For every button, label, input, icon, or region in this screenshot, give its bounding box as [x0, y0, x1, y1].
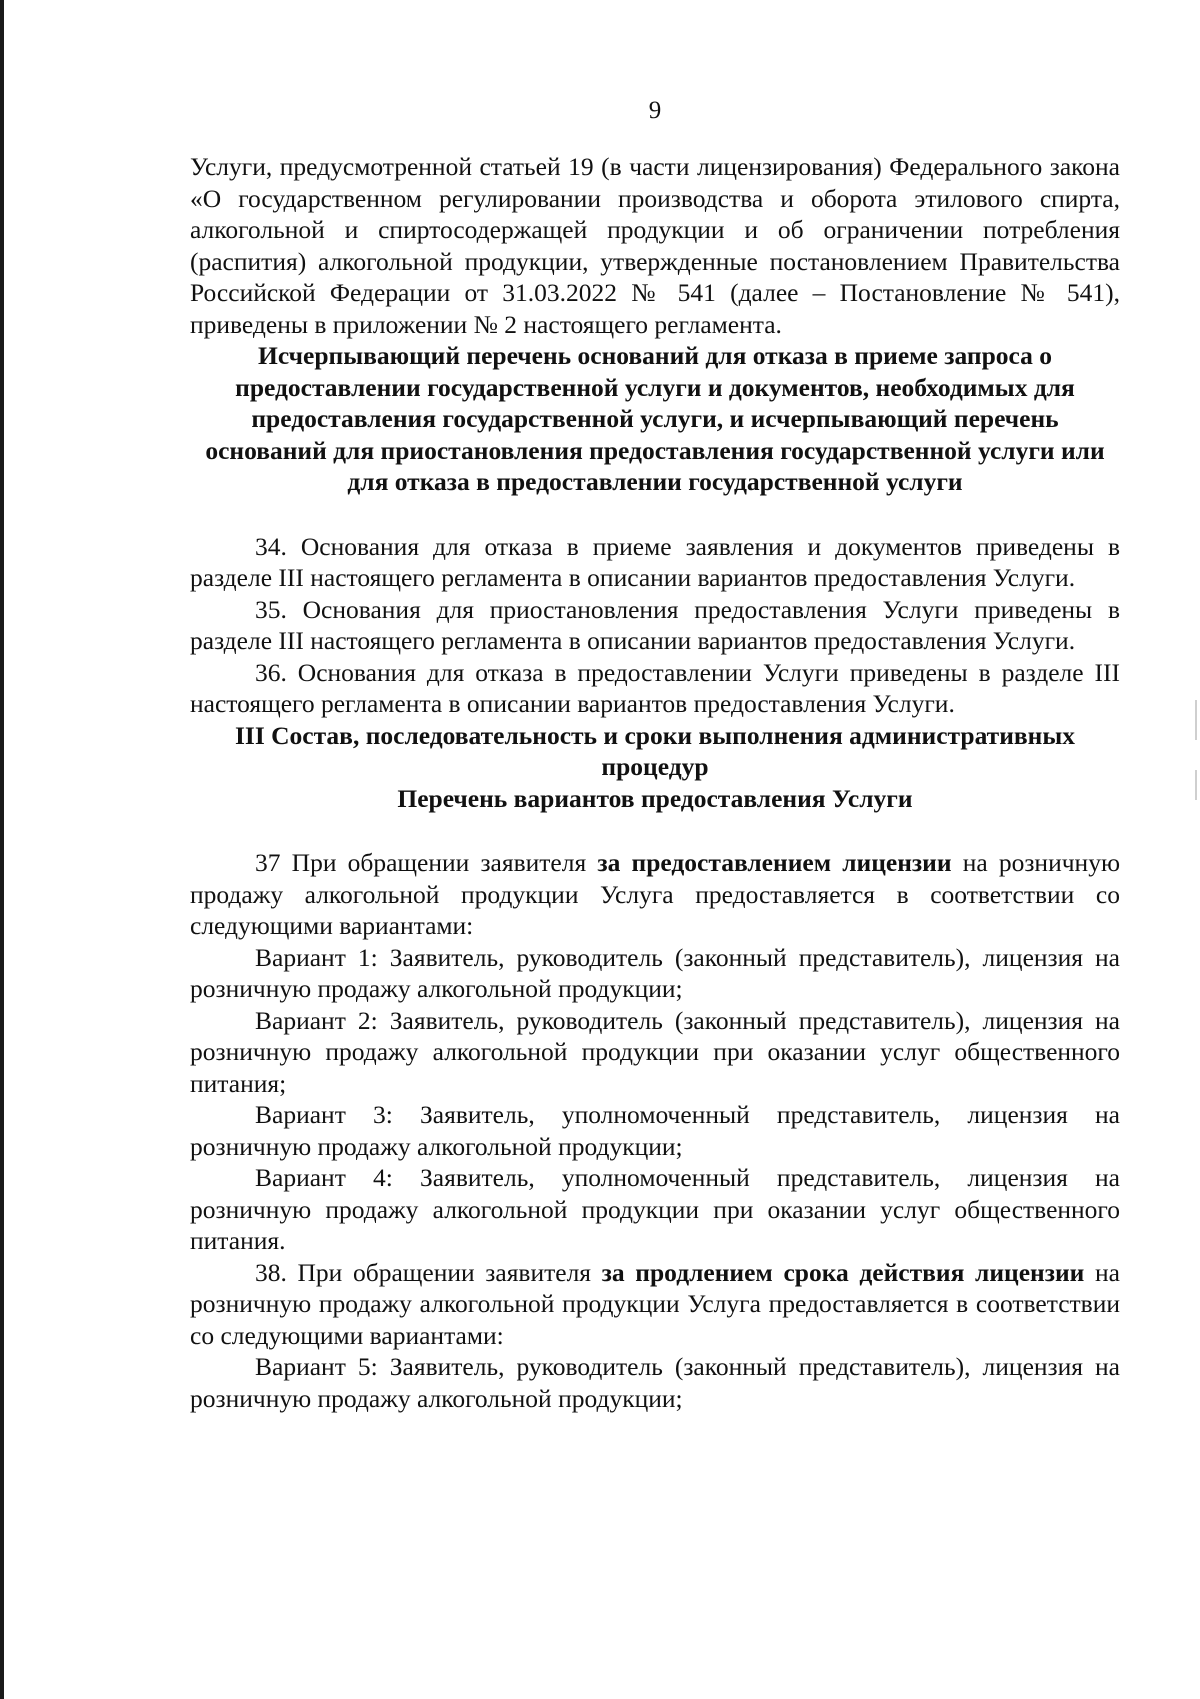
document-body	[190, 151, 1120, 1414]
paragraph-38-text: 38. При обращении заявителя	[255, 1257, 602, 1287]
paragraph-37-emphasis: за предоставлением лицензии	[597, 848, 952, 877]
paragraph-38	[190, 1257, 1120, 1352]
scan-artifact	[1195, 700, 1197, 740]
variant-5: Вариант 5: Заявитель, руководитель (законный представитель), лицензия на розничную продажу алкогольной продукции;	[190, 1352, 1120, 1413]
paragraph-37-text: 37 При обращении заявителя	[255, 848, 598, 877]
paragraph-38-text-end: на розничную продажу алкогольной продукции Услуга предоставляется в соответствии со следующими вариантами:	[190, 1257, 1120, 1350]
paragraph-36: 36. Основания для отказа в предоставлении Услуги приведены в разделе III настоящего регламента в описании вариантов предоставления Услуги.	[190, 657, 1120, 718]
page-number: 9	[648, 97, 662, 124]
paragraph-34: 34. Основания для отказа в приеме заявления и документов приведены в разделе III настоящего регламента в описании вариантов предоставления Услуги.	[190, 531, 1120, 592]
heading-section-3: III Состав, последовательность и сроки выполнения административных процедур	[234, 720, 1076, 781]
variant-4: Вариант 4: Заявитель, уполномоченный представитель, лицензия на розничную продажу алкогольной продукции при оказании услуг общественного питания.	[190, 1163, 1120, 1255]
variant-2: Вариант 2: Заявитель, руководитель (законный представитель), лицензия на розничную продажу алкогольной продукции при оказании услуг общественного питания;	[190, 1005, 1120, 1098]
variant-1: Вариант 1: Заявитель, руководитель (законный представитель), лицензия на розничную продажу алкогольной продукции;	[190, 942, 1120, 1003]
paragraph-35: 35. Основания для приостановления предоставления Услуги приведены в разделе III настоящего регламента в описании вариантов предоставления Услуги.	[190, 594, 1120, 655]
paragraph-38-emphasis: за продлением срока действия лицензии	[601, 1257, 1085, 1287]
intro-paragraph: Услуги, предусмотренной статьей 19 (в части лицензирования) Федерального закона «О государственном регулировании производства и оборота этилового спирта, алкогольной и спиртосодержащей продукции и об ограничении потребления (распития) алкогольной продукции, утвержденные постановлением Правительства Российской Федерации от 31.03.2022 № 541 (далее – Постановление № 541), приведены в приложении № 2 настоящего регламента.	[190, 152, 1120, 339]
heading-variants-list: Перечень вариантов предоставления Услуги	[397, 783, 913, 813]
scan-left-edge	[0, 0, 4, 1699]
paragraph-37	[190, 847, 1120, 942]
scan-artifact	[1195, 770, 1197, 800]
paragraph-37-text-end: на розничную продажу алкогольной продукции Услуга предоставляется в соответствии со следующими вариантами:	[190, 848, 1121, 940]
variant-3: Вариант 3: Заявитель, уполномоченный представитель, лицензия на розничную продажу алкогольной продукции;	[190, 1100, 1120, 1161]
heading-refusal-grounds: Исчерпывающий перечень оснований для отказа в приеме запроса о предоставлении государственной услуги и документов, необходимых для предоставления государственной услуги, и исчерпывающий перечень оснований для приостановления предоставления государственной услуги или для отказа в предоставлении государственной услуги	[205, 341, 1105, 496]
